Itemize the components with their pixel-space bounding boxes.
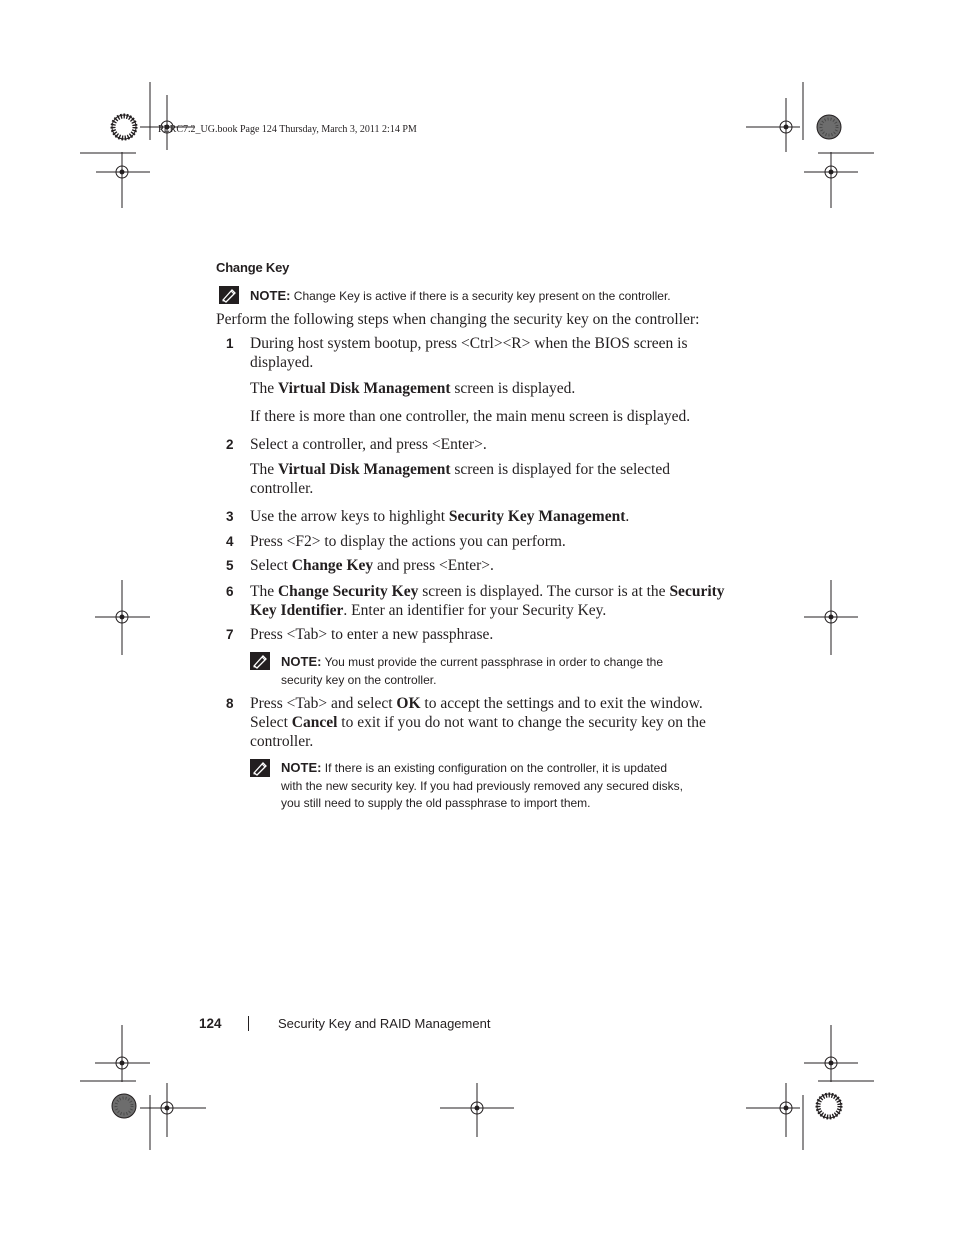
step-subparagraph: If there is more than one controller, the main menu screen is displayed. — [250, 408, 691, 425]
step-text: Press <Tab> and select OK to accept the settings and to exit the window. Select Cancel to exit if you do not want to change the security key on the controller. — [250, 695, 706, 750]
page-number: 124 — [199, 1016, 222, 1031]
note-passphrase: NOTE: You must provide the current passphrase in order to change the security key on the controller. — [281, 654, 664, 687]
footer-divider — [248, 1016, 249, 1031]
note-label: NOTE: — [250, 288, 291, 303]
step-text: Select a controller, and press <Enter>. — [250, 436, 487, 453]
note-existing-configuration: NOTE: If there is an existing configuration on the controller, it is updated with the new security key. If you had previously removed any secured disks, you still need to supply the old passphrase to import them. — [281, 760, 683, 810]
step-text: Select Change Key and press <Enter>. — [250, 557, 494, 574]
step-text: Press <Tab> to enter a new passphrase. — [250, 626, 494, 643]
note-pencil-icon — [250, 759, 270, 777]
step-text: During host system bootup, press <Ctrl><R> when the BIOS screen is displayed. — [250, 335, 688, 371]
section-heading: Change Key — [216, 260, 290, 275]
intro-paragraph: Perform the following steps when changing the security key on the controller: — [216, 311, 700, 328]
step-subparagraph: The Virtual Disk Management screen is displayed. — [250, 380, 576, 397]
print-job-header: PERC7.2_UG.book Page 124 Thursday, March 3, 2011 2:14 PM — [158, 124, 417, 135]
note-pencil-icon — [250, 652, 270, 670]
footer-chapter-title: Security Key and RAID Management — [278, 1016, 491, 1031]
note-pencil-icon — [219, 286, 239, 304]
step-number: 6 — [226, 584, 234, 599]
step-text: The Change Security Key screen is displayed. The cursor is at the Security Key Identifier. Enter an identifier for your Security Key. — [250, 583, 725, 619]
step-text: Use the arrow keys to highlight Security Key Management. — [250, 508, 630, 525]
step-number: 5 — [226, 558, 234, 573]
note-change-key — [250, 287, 671, 306]
step-number: 1 — [226, 336, 234, 351]
step-number: 4 — [226, 534, 234, 549]
step-subparagraph: The Virtual Disk Management screen is displayed for the selected controller. — [250, 461, 670, 497]
step-text: Press <F2> to display the actions you can perform. — [250, 533, 566, 550]
step-number: 7 — [226, 627, 234, 642]
step-number: 2 — [226, 437, 234, 452]
step-number: 8 — [226, 696, 234, 711]
step-number: 3 — [226, 509, 234, 524]
note-text: Change Key is active if there is a security key present on the controller. — [290, 289, 671, 303]
